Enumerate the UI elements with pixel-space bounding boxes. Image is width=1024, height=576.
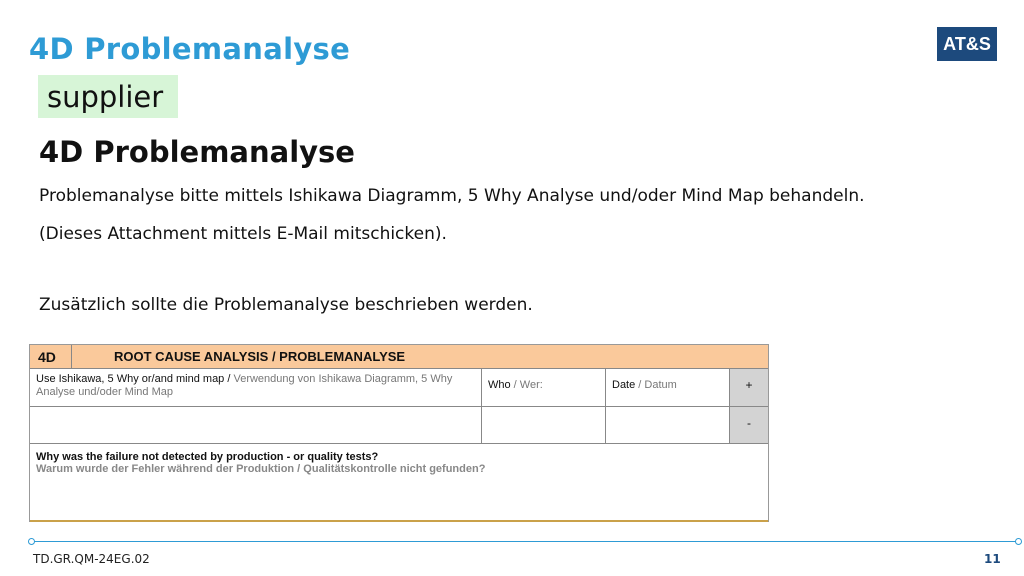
question-en: Why was the failure not detected by production - or quality tests? [36, 451, 379, 463]
form-heading: ROOT CAUSE ANALYSIS / PROBLEMANALYSE [114, 349, 406, 364]
date-cell[interactable] [606, 369, 730, 406]
form-row-2 [30, 407, 768, 444]
question-de: Warum wurde der Fehler während der Produktion / Qualitätskontrolle nicht gefunden? [36, 463, 486, 475]
who-cell[interactable] [482, 369, 606, 406]
supplier-tag: supplier [38, 75, 178, 118]
remove-row-button[interactable]: - [730, 407, 768, 443]
section-subtitle: 4D Problemanalyse [39, 135, 355, 169]
instruction-line-3: Zusätzlich sollte die Problemanalyse beschrieben werden. [39, 295, 533, 315]
add-row-button[interactable]: + [730, 369, 768, 406]
use-methods-cell[interactable] [30, 369, 482, 406]
methods-input[interactable] [30, 407, 482, 443]
detection-question-field[interactable] [30, 444, 768, 522]
who-label-de: / Wer: [510, 379, 543, 391]
root-cause-form [29, 344, 769, 522]
use-label: Use Ishikawa, 5 Why or/and mind map / [36, 373, 234, 385]
who-label: Who [488, 379, 511, 391]
footer-divider-left-dot [28, 538, 35, 545]
date-label-de: / Datum [635, 379, 677, 391]
form-header [30, 345, 768, 369]
date-label: Date [612, 379, 636, 391]
date-input[interactable] [606, 407, 730, 443]
who-input[interactable] [482, 407, 606, 443]
footer-divider-right-dot [1015, 538, 1022, 545]
company-logo: AT&S [937, 27, 997, 61]
page-title: 4D Problemanalyse [29, 32, 351, 66]
instruction-line-1: Problemanalyse bitte mittels Ishikawa Diagramm, 5 Why Analyse und/oder Mind Map behandeln. [39, 186, 865, 206]
document-id: TD.GR.QM-24EG.02 [33, 552, 150, 566]
form-code: 4D [30, 345, 72, 368]
page-number: 11 [984, 552, 1001, 566]
form-row-1 [30, 369, 768, 407]
instruction-line-2: (Dieses Attachment mittels E-Mail mitschicken). [39, 224, 447, 244]
footer-divider [33, 541, 1018, 542]
use-label-de: Verwendung von Ishikawa Diagramm, 5 Why Analyse und/oder Mind Map [36, 373, 453, 398]
